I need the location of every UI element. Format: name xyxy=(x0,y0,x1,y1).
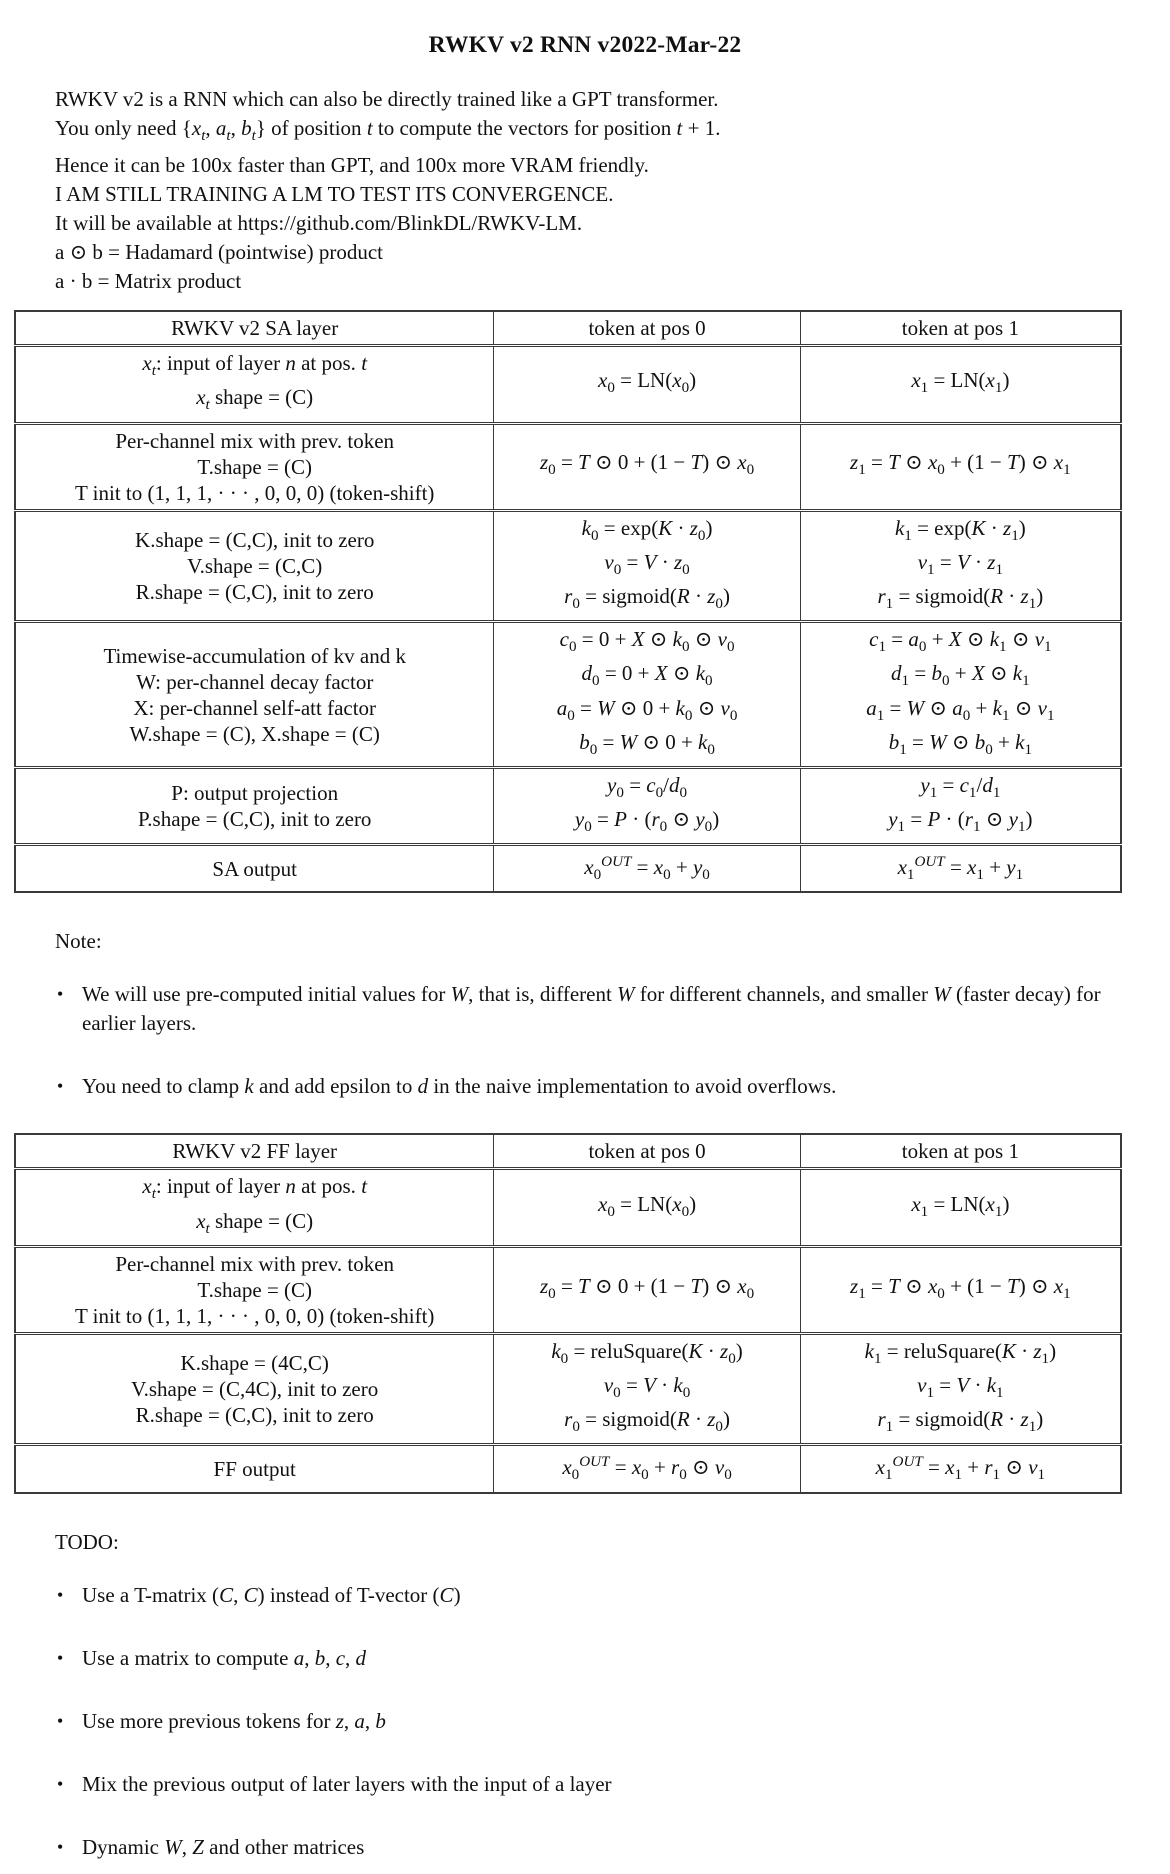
table-cell-label: K.shape = (4C,C) V.shape = (C,4C), init to zero R.shape = (C,C), init to zero xyxy=(15,1333,494,1445)
intro-line: Hence it can be 100x faster than GPT, and 100x more VRAM friendly. xyxy=(55,153,649,178)
table-cell-pos0: $x_0 = LN(x_0)$ xyxy=(494,1169,800,1246)
table-row xyxy=(15,767,1121,844)
todo-list xyxy=(0,1581,1170,1862)
table-cell-pos1: $x_1 = LN(x_1)$ xyxy=(800,1169,1121,1246)
intro-line-hadamard-def: a ⊙ b = Hadamard (pointwise) product xyxy=(55,240,384,265)
list-item xyxy=(57,1770,1170,1799)
table-cell-pos1: $x_1^{OUT} = x_1 + y_1$ xyxy=(800,845,1121,893)
table-cell-label: Per-channel mix with prev. token T.shape = (C) T init to (1, 1, 1, · · · , 0, 0, 0) (token-shift) xyxy=(15,1246,494,1333)
todo-bullet-text: Mix the previous output of later layers with the input of a layer xyxy=(82,1771,612,1796)
note-bullet-text: We will use pre-computed initial values for W, that is, different W for different channels, and smaller W (faster decay) for earlier layers. xyxy=(82,982,1101,1036)
table-cell-pos0: $k_0$ = reluSquare(K · $z_0$) $v_0 = V \cdot k_0$ $r_0$ = sigmoid(R · $z_0$) xyxy=(494,1333,800,1445)
bullet-icon: • xyxy=(57,1773,64,1794)
table-row xyxy=(15,1333,1121,1445)
sa-table-header-pos0: token at pos 0 xyxy=(494,311,800,346)
table-cell-label: P: output projection P.shape = (C,C), init to zero xyxy=(15,767,494,844)
sa-layer-table xyxy=(14,310,1122,893)
table-cell-pos0: $z_0 = T$ ⊙ 0 + (1 − T) ⊙ $x_0$ xyxy=(494,1246,800,1333)
ff-table-header-pos0: token at pos 0 xyxy=(494,1134,800,1169)
table-row xyxy=(15,423,1121,510)
table-row xyxy=(15,622,1121,768)
bullet-icon: • xyxy=(57,1647,64,1668)
ff-table-header-layer: RWKV v2 FF layer xyxy=(15,1134,494,1169)
intro-line: RWKV v2 is a RNN which can also be directly trained like a GPT transformer. xyxy=(55,87,719,111)
table-cell-pos1: $z_1 = T$ ⊙ $x_0 + (1 - T)$ ⊙ $x_1$ xyxy=(800,423,1121,510)
list-item xyxy=(57,1072,1170,1101)
note-bullet-text: You need to clamp k and add epsilon to d in the naive implementation to avoid overflows. xyxy=(82,1074,837,1099)
table-cell-pos1: $z_1 = T$ ⊙ $x_0 + (1 - T)$ ⊙ $x_1$ xyxy=(800,1246,1121,1333)
table-cell-label: Per-channel mix with prev. token T.shape = (C) T init to (1, 1, 1, · · · , 0, 0, 0) (token-shift) xyxy=(15,423,494,510)
table-cell-pos1: $y_1 = c_1/d_1$ $y_1 = P \cdot (r_1$ ⊙ $y_1$) xyxy=(800,767,1121,844)
bullet-icon: • xyxy=(57,1584,64,1605)
intro-line: I AM STILL TRAINING A LM TO TEST ITS CONVERGENCE. xyxy=(55,182,614,207)
table-cell-label: Timewise-accumulation of kv and k W: per-channel decay factor X: per-channel self-att factor W.shape = (C), X.shape = (C) xyxy=(15,622,494,768)
table-cell-pos0: $z_0 = T$ ⊙ 0 + (1 − T) ⊙ $x_0$ xyxy=(494,423,800,510)
sa-table-header-row xyxy=(15,311,1121,346)
note-list xyxy=(0,980,1170,1101)
table-cell-pos0: $x_0^{OUT} = x_0 + y_0$ xyxy=(494,845,800,893)
page-title: RWKV v2 RNN v2022-Mar-22 xyxy=(428,32,742,58)
ff-table-header-pos1: token at pos 1 xyxy=(800,1134,1121,1169)
bullet-icon: • xyxy=(57,984,64,1005)
todo-bullet-text: Use more previous tokens for z, a, b xyxy=(82,1708,386,1733)
table-cell-pos1: $k_1 = \exp(K \cdot z_1)$ $v_1 = V \cdot z_1$ $r_1$ = sigmoid(R · $z_1$) xyxy=(800,510,1121,622)
table-cell-label: $x_t$: input of layer n at pos. t $x_t$ shape = (C) xyxy=(15,346,494,423)
table-row xyxy=(15,510,1121,622)
table-row xyxy=(15,346,1121,423)
table-cell-label: K.shape = (C,C), init to zero V.shape = (C,C) R.shape = (C,C), init to zero xyxy=(15,510,494,622)
intro-line-github-url: It will be available at https://github.com/BlinkDL/RWKV-LM. xyxy=(55,211,583,236)
table-cell-pos0: $y_0 = c_0/d_0$ $y_0 = P \cdot (r_0$ ⊙ $y_0$) xyxy=(494,767,800,844)
sa-table-header-layer: RWKV v2 SA layer xyxy=(15,311,494,346)
table-row xyxy=(15,1169,1121,1246)
sa-table-header-pos1: token at pos 1 xyxy=(800,311,1121,346)
todo-heading: TODO: xyxy=(55,1529,119,1554)
note-heading: Note: xyxy=(55,929,102,954)
table-row xyxy=(15,1246,1121,1333)
list-item xyxy=(57,980,1170,1038)
ff-layer-table xyxy=(14,1133,1122,1493)
table-cell-label: $x_t$: input of layer n at pos. t $x_t$ shape = (C) xyxy=(15,1169,494,1246)
table-cell-label: SA output xyxy=(15,845,494,893)
bullet-icon: • xyxy=(57,1710,64,1731)
table-cell-pos1: $x_1^{OUT} = x_1 + r_1$ ⊙ $v_1$ xyxy=(800,1445,1121,1493)
todo-bullet-text: Use a matrix to compute a, b, c, d xyxy=(82,1645,367,1670)
table-cell-pos1: $c_1 = a_0 + X$ ⊙ $k_1$ ⊙ $v_1$ $d_1 = b_0 + X$ ⊙ $k_1$ $a_1 = W$ ⊙ $a_0 + k_1$ ⊙ $v_1$ $b_1 = W$ ⊙ $b_0 + k_1$ xyxy=(800,622,1121,768)
list-item xyxy=(57,1581,1170,1610)
todo-bullet-text: Dynamic W, Z and other matrices xyxy=(82,1834,365,1859)
table-row xyxy=(15,1445,1121,1493)
ff-table-header-row xyxy=(15,1134,1121,1169)
table-cell-pos0: $k_0 = \exp(K \cdot z_0)$ $v_0 = V \cdot z_0$ $r_0$ = sigmoid(R · $z_0$) xyxy=(494,510,800,622)
intro-line: You only need {$x_t$, $a_t$, $b_t$} of position t to compute the vectors for position t + 1. xyxy=(55,116,721,145)
intro-line-matrix-def: a · b = Matrix product xyxy=(55,269,242,294)
table-cell-pos1: $k_1$ = reluSquare(K · $z_1$) $v_1 = V \cdot k_1$ $r_1$ = sigmoid(R · $z_1$) xyxy=(800,1333,1121,1445)
table-row xyxy=(15,845,1121,893)
list-item xyxy=(57,1644,1170,1673)
table-cell-pos0: $x_0^{OUT} = x_0 + r_0$ ⊙ $v_0$ xyxy=(494,1445,800,1493)
bullet-icon: • xyxy=(57,1076,64,1097)
list-item xyxy=(57,1833,1170,1862)
list-item xyxy=(57,1707,1170,1736)
table-cell-label: FF output xyxy=(15,1445,494,1493)
table-cell-pos0: $c_0 = 0 + X$ ⊙ $k_0$ ⊙ $v_0$ $d_0 = 0 + X$ ⊙ $k_0$ $a_0 = W$ ⊙ $0 + k_0$ ⊙ $v_0$ $b_0 = W$ ⊙ $0 + k_0$ xyxy=(494,622,800,768)
bullet-icon: • xyxy=(57,1836,64,1857)
table-cell-pos1: $x_1 = LN(x_1)$ xyxy=(800,346,1121,423)
table-cell-pos0: $x_0 = LN(x_0)$ xyxy=(494,346,800,423)
intro-paragraph xyxy=(55,85,1150,296)
todo-bullet-text: Use a T-matrix (C, C) instead of T-vector (C) xyxy=(82,1582,461,1607)
